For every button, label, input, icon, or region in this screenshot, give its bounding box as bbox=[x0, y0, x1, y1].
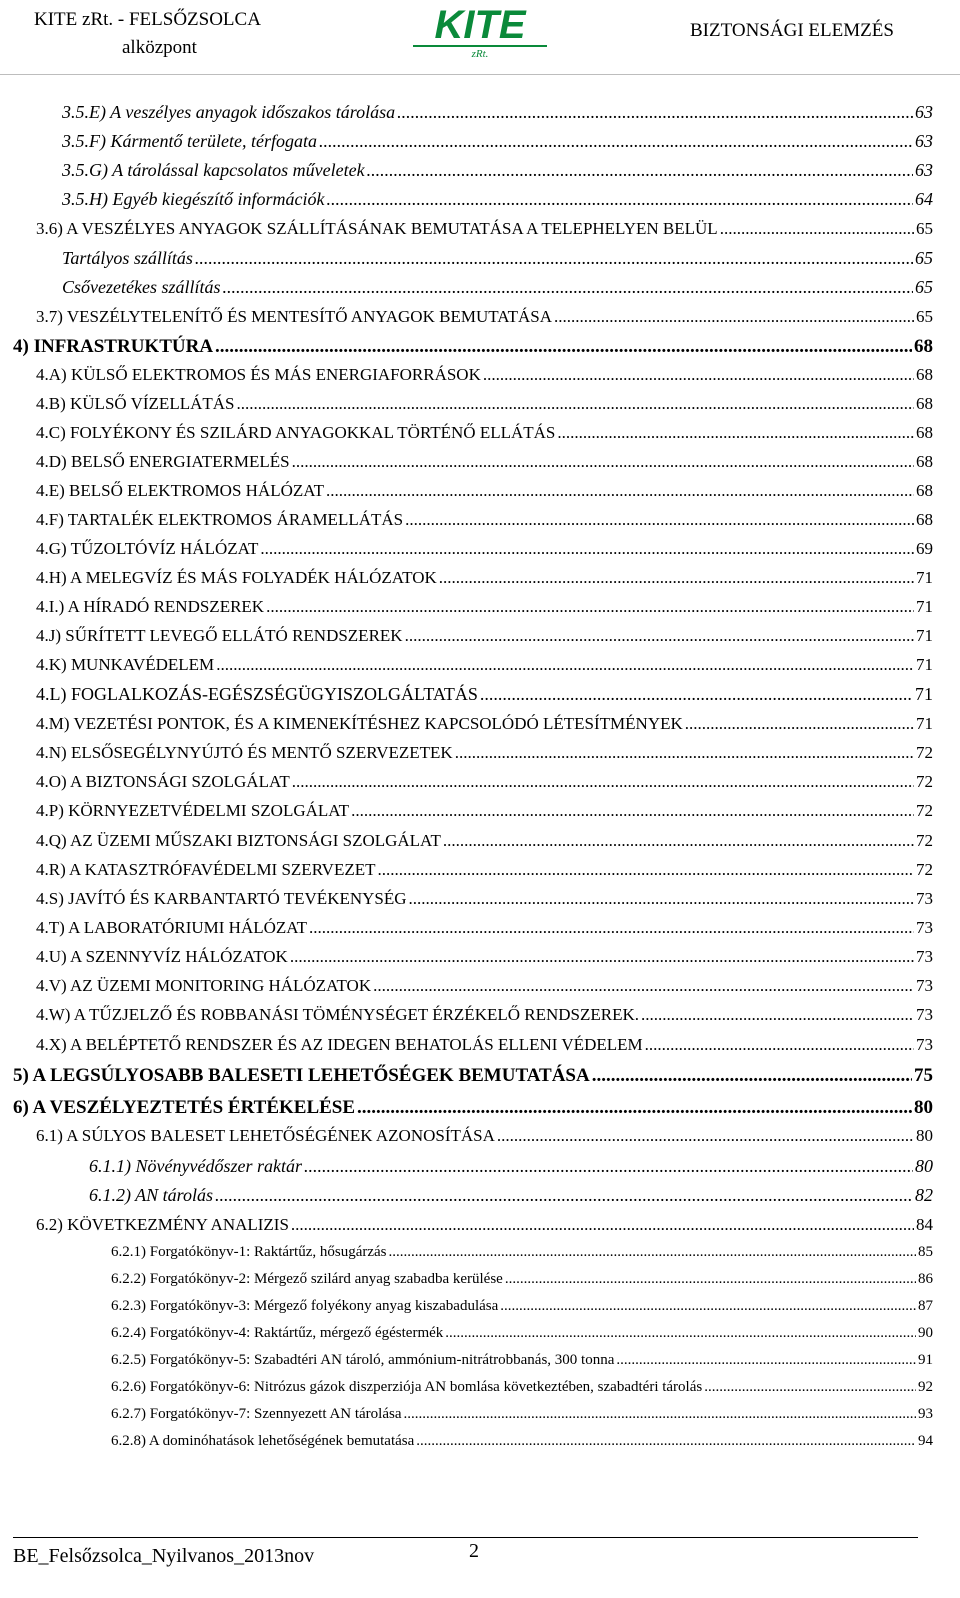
toc-entry-page: 85 bbox=[918, 1244, 933, 1260]
toc-entry-page: 68 bbox=[916, 510, 933, 529]
toc-entry[interactable] bbox=[89, 1156, 933, 1177]
toc-entry-title: 6.2.7) Forgatókönyv-7: Szennyezett AN tárolása bbox=[111, 1406, 402, 1422]
toc-entry-title: 4.J) SŰRÍTETT LEVEGŐ ELLÁTÓ RENDSZEREK bbox=[36, 626, 403, 645]
toc-entry-page: 71 bbox=[915, 684, 933, 704]
toc-entry-title: 4.W) A TŰZJELZŐ ÉS ROBBANÁSI TÖMÉNYSÉGET ÉRZÉKELŐ RENDSZEREK. bbox=[36, 1005, 640, 1024]
toc-entry-page: 68 bbox=[916, 452, 933, 471]
toc-entry[interactable] bbox=[13, 336, 933, 358]
toc-entry[interactable] bbox=[36, 394, 933, 414]
toc-entry[interactable] bbox=[36, 714, 933, 734]
toc-entry[interactable] bbox=[36, 918, 933, 938]
toc-entry[interactable] bbox=[36, 772, 933, 792]
toc-entry-page: 75 bbox=[914, 1065, 933, 1086]
toc-entry-page: 71 bbox=[916, 597, 933, 616]
toc-entry-page: 73 bbox=[916, 889, 933, 908]
toc-entry[interactable] bbox=[36, 655, 933, 675]
toc-entry-title: 6.2.1) Forgatókönyv-1: Raktártűz, hősugárzás bbox=[111, 1244, 387, 1260]
toc-entry-title: 4.B) KÜLSŐ VÍZELLÁTÁS bbox=[36, 394, 235, 413]
toc-leader-dots bbox=[266, 597, 914, 617]
toc-entry-title: 4.C) FOLYÉKONY ÉS SZILÁRD ANYAGOKKAL TÖRTÉNŐ ELLÁTÁS bbox=[36, 423, 556, 442]
toc-entry-title: 4.I.) A HÍRADÓ RENDSZEREK bbox=[36, 597, 265, 616]
toc-leader-dots bbox=[455, 743, 914, 763]
toc-leader-dots bbox=[195, 248, 913, 269]
toc-leader-dots bbox=[616, 1352, 916, 1369]
toc-entry-title: 4.E) BELSŐ ELEKTROMOS HÁLÓZAT bbox=[36, 481, 325, 500]
toc-leader-dots bbox=[645, 1035, 914, 1055]
toc-entry-title: 4.H) A MELEGVÍZ ÉS MÁS FOLYADÉK HÁLÓZATOK bbox=[36, 568, 437, 587]
toc-entry-title: 6.2.4) Forgatókönyv-4: Raktártűz, mérgező égéstermék bbox=[111, 1325, 444, 1341]
toc-entry-title: 4.K) MUNKAVÉDELEM bbox=[36, 655, 215, 674]
toc-entry-title: 4.R) A KATASZTRÓFAVÉDELMI SZERVEZET bbox=[36, 860, 376, 879]
toc-leader-dots bbox=[236, 394, 914, 414]
toc-entry-title: 4.A) KÜLSŐ ELEKTROMOS ÉS MÁS ENERGIAFORRÁSOK bbox=[36, 365, 481, 384]
toc-entry-title: 4.N) ELSŐSEGÉLYNYÚJTÓ ÉS MENTŐ SZERVEZETEK bbox=[36, 743, 453, 762]
toc-entry-title: 4.S) JAVÍTÓ ÉS KARBANTARTÓ TEVÉKENYSÉG bbox=[36, 889, 407, 908]
toc-entry[interactable] bbox=[111, 1244, 933, 1261]
toc-leader-dots bbox=[378, 860, 915, 880]
toc-leader-dots bbox=[367, 160, 913, 181]
toc-leader-dots bbox=[409, 889, 914, 909]
toc-entry-page: 73 bbox=[916, 947, 933, 966]
toc-entry-page: 72 bbox=[916, 831, 933, 850]
toc-leader-dots bbox=[215, 336, 912, 358]
company-line-1: KITE zRt. - FELSŐZSOLCA bbox=[34, 9, 261, 30]
toc-entry[interactable] bbox=[36, 423, 933, 443]
toc-entry-title: 4.D) BELSŐ ENERGIATERMELÉS bbox=[36, 452, 290, 471]
toc-leader-dots bbox=[290, 947, 914, 967]
toc-entry-title: 4.G) TŰZOLTÓVÍZ HÁLÓZAT bbox=[36, 539, 259, 558]
toc-leader-dots bbox=[389, 1244, 916, 1261]
toc-leader-dots bbox=[309, 918, 914, 938]
toc-leader-dots bbox=[292, 772, 914, 792]
toc-entry[interactable] bbox=[36, 568, 933, 588]
toc-entry[interactable] bbox=[36, 626, 933, 646]
toc-leader-dots bbox=[554, 307, 914, 327]
toc-entry-title: 4.Q) AZ ÜZEMI MŰSZAKI BIZTONSÁGI SZOLGÁLAT bbox=[36, 831, 441, 850]
toc-entry[interactable] bbox=[13, 1097, 933, 1119]
toc-entry-title: 3.5.F) Kármentő területe, térfogata bbox=[62, 131, 317, 151]
toc-entry[interactable] bbox=[36, 684, 933, 705]
toc-entry[interactable] bbox=[36, 510, 933, 530]
toc-entry[interactable] bbox=[36, 801, 933, 821]
toc-entry[interactable] bbox=[13, 1065, 933, 1087]
toc-leader-dots bbox=[304, 1156, 913, 1177]
toc-entry-title: 3.5.H) Egyéb kiegészítő információk bbox=[62, 189, 325, 209]
toc-entry-title: 6.2.5) Forgatókönyv-5: Szabadtéri AN tároló, ammónium-nitrátrobbanás, 300 tonna bbox=[111, 1352, 615, 1368]
toc-entry-title: 4.X) A BELÉPTETŐ RENDSZER ÉS AZ IDEGEN BEHATOLÁS ELLENI VÉDELEM bbox=[36, 1035, 643, 1054]
toc-leader-dots bbox=[497, 1126, 914, 1146]
toc-entry-page: 73 bbox=[916, 976, 933, 995]
toc-entry[interactable] bbox=[111, 1379, 933, 1396]
toc-leader-dots bbox=[351, 801, 914, 821]
toc-leader-dots bbox=[222, 277, 913, 298]
toc-leader-dots bbox=[291, 1215, 914, 1235]
logo-text: KITE bbox=[434, 4, 526, 47]
toc-entry-page: 72 bbox=[916, 801, 933, 820]
toc-leader-dots bbox=[319, 131, 913, 152]
toc-leader-dots bbox=[592, 1065, 912, 1087]
toc-entry-title: 4.F) TARTALÉK ELEKTROMOS ÁRAMELLÁTÁS bbox=[36, 510, 404, 529]
toc-leader-dots bbox=[445, 1325, 916, 1342]
toc-entry-page: 71 bbox=[916, 655, 933, 674]
toc-entry[interactable] bbox=[111, 1271, 933, 1288]
toc-entry-title: 4.T) A LABORATÓRIUMI HÁLÓZAT bbox=[36, 918, 308, 937]
toc-entry[interactable] bbox=[36, 1035, 933, 1055]
toc-leader-dots bbox=[373, 976, 914, 996]
toc-entry-title: 6.1.2) AN tárolás bbox=[89, 1185, 214, 1205]
toc-entry-page: 64 bbox=[915, 189, 933, 209]
footer-filename: BE_Felsőzsolca_Nyilvanos_2013nov bbox=[13, 1545, 315, 1567]
toc-leader-dots bbox=[357, 1097, 912, 1119]
toc-leader-dots bbox=[260, 539, 914, 559]
toc-entry[interactable] bbox=[36, 597, 933, 617]
toc-leader-dots bbox=[557, 423, 914, 443]
toc-entry[interactable] bbox=[111, 1352, 933, 1369]
toc-entry-title: 3.5.E) A veszélyes anyagok időszakos tárolása bbox=[62, 102, 396, 122]
toc-entry[interactable] bbox=[36, 1126, 933, 1146]
toc-entry-page: 72 bbox=[916, 772, 933, 791]
toc-leader-dots bbox=[292, 452, 914, 472]
toc-leader-dots bbox=[500, 1298, 916, 1315]
toc-entry-title: 4.U) A SZENNYVÍZ HÁLÓZATOK bbox=[36, 947, 288, 966]
toc-entry-page: 73 bbox=[916, 918, 933, 937]
toc-entry-page: 68 bbox=[916, 423, 933, 442]
toc-entry-page: 63 bbox=[915, 160, 933, 180]
toc-entry-title: 4) INFRASTRUKTÚRA bbox=[13, 336, 214, 357]
toc-entry-title: 4.L) FOGLALKOZÁS-EGÉSZSÉGÜGYISZOLGÁLTATÁS bbox=[36, 684, 478, 704]
toc-leader-dots bbox=[505, 1271, 916, 1288]
toc-entry-page: 80 bbox=[914, 1097, 933, 1118]
toc-entry-page: 73 bbox=[916, 1035, 933, 1054]
toc-entry-page: 69 bbox=[916, 539, 933, 558]
toc-entry-title: 6.2.6) Forgatókönyv-6: Nitrózus gázok diszperziója AN bomlása következtében, szabadtéri tárolás bbox=[111, 1379, 703, 1395]
toc-entry-page: 65 bbox=[916, 307, 933, 326]
toc-entry-page: 71 bbox=[916, 714, 933, 733]
toc-entry-page: 65 bbox=[915, 248, 933, 268]
toc-entry-page: 71 bbox=[916, 626, 933, 645]
toc-leader-dots bbox=[416, 1433, 916, 1450]
toc-entry-title: 4.M) VEZETÉSI PONTOK, ÉS A KIMENEKÍTÉSHEZ KAPCSOLÓDÓ LÉTESÍTMÉNYEK bbox=[36, 714, 683, 733]
toc-entry-page: 68 bbox=[916, 394, 933, 413]
toc-entry[interactable] bbox=[36, 307, 933, 327]
toc-entry-title: 4.V) AZ ÜZEMI MONITORING HÁLÓZATOK bbox=[36, 976, 372, 995]
toc-entry[interactable] bbox=[36, 976, 933, 996]
toc-entry[interactable] bbox=[36, 365, 933, 385]
toc-entry[interactable] bbox=[36, 860, 933, 880]
toc-entry[interactable] bbox=[111, 1298, 933, 1315]
toc-entry-page: 68 bbox=[916, 481, 933, 500]
toc-entry[interactable] bbox=[36, 1005, 933, 1025]
toc-entry[interactable] bbox=[111, 1433, 933, 1450]
toc-entry[interactable] bbox=[62, 102, 933, 123]
toc-entry-title: 6.2.8) A dominóhatások lehetőségének bemutatása bbox=[111, 1433, 415, 1449]
toc-entry-title: 6) A VESZÉLYEZTETÉS ÉRTÉKELÉSE bbox=[13, 1097, 356, 1118]
toc-leader-dots bbox=[397, 102, 913, 123]
toc-entry[interactable] bbox=[36, 539, 933, 559]
toc-entry-page: 71 bbox=[916, 568, 933, 587]
toc-entry-page: 68 bbox=[914, 336, 933, 357]
toc-entry[interactable] bbox=[62, 189, 933, 210]
toc-entry-page: 80 bbox=[916, 1126, 933, 1145]
company-line-2: alközpont bbox=[122, 37, 197, 58]
toc-entry-title: 4.O) A BIZTONSÁGI SZOLGÁLAT bbox=[36, 772, 290, 791]
toc-leader-dots bbox=[216, 655, 914, 675]
toc-entry-page: 93 bbox=[918, 1406, 933, 1422]
toc-leader-dots bbox=[685, 714, 914, 734]
toc-entry[interactable] bbox=[36, 947, 933, 967]
toc-entry-page: 65 bbox=[916, 219, 933, 238]
toc-entry-page: 65 bbox=[915, 277, 933, 297]
toc-entry-title: 3.6) A VESZÉLYES ANYAGOK SZÁLLÍTÁSÁNAK BEMUTATÁSA A TELEPHELYEN BELÜL bbox=[36, 219, 718, 238]
toc-entry-title: 3.5.G) A tárolással kapcsolatos műveletek bbox=[62, 160, 365, 180]
toc-entry[interactable] bbox=[36, 1215, 933, 1235]
toc-leader-dots bbox=[326, 481, 914, 501]
document-type: BIZTONSÁGI ELEMZÉS bbox=[690, 20, 894, 41]
toc-entry-title: 5) A LEGSÚLYOSABB BALESETI LEHETŐSÉGEK BEMUTATÁSA bbox=[13, 1065, 590, 1086]
toc-entry-page: 68 bbox=[916, 365, 933, 384]
toc-leader-dots bbox=[405, 626, 914, 646]
toc-entry-title: 3.7) VESZÉLYTELENÍTŐ ÉS MENTESÍTŐ ANYAGOK BEMUTATÁSA bbox=[36, 307, 553, 326]
toc-entry-page: 90 bbox=[918, 1325, 933, 1341]
toc-entry-page: 94 bbox=[918, 1433, 933, 1449]
toc-leader-dots bbox=[720, 219, 914, 239]
toc-entry[interactable] bbox=[111, 1325, 933, 1342]
toc-entry-title: 6.1) A SÚLYOS BALESET LEHETŐSÉGÉNEK AZONOSÍTÁSA bbox=[36, 1126, 495, 1145]
toc-entry[interactable] bbox=[89, 1185, 933, 1206]
toc-entry[interactable] bbox=[62, 160, 933, 181]
toc-entry[interactable] bbox=[36, 219, 933, 239]
toc-entry[interactable] bbox=[62, 131, 933, 152]
toc-entry[interactable] bbox=[36, 743, 933, 763]
toc-entry-page: 63 bbox=[915, 102, 933, 122]
toc-entry-page: 91 bbox=[918, 1352, 933, 1368]
toc-leader-dots bbox=[480, 684, 913, 705]
toc-entry-page: 80 bbox=[915, 1156, 933, 1176]
toc-leader-dots bbox=[405, 510, 914, 530]
toc-entry-title: 6.2) KÖVETKEZMÉNY ANALIZIS bbox=[36, 1215, 289, 1234]
toc-entry-title: 6.2.3) Forgatókönyv-3: Mérgező folyékony anyag kiszabadulása bbox=[111, 1298, 499, 1314]
toc-entry-page: 82 bbox=[915, 1185, 933, 1205]
toc-leader-dots bbox=[439, 568, 914, 588]
toc-leader-dots bbox=[215, 1185, 913, 1206]
toc-entry-title: 6.2.2) Forgatókönyv-2: Mérgező szilárd anyag szabadba kerülése bbox=[111, 1271, 503, 1287]
toc-leader-dots bbox=[641, 1005, 914, 1025]
kite-logo bbox=[405, 4, 555, 64]
footer-page-number: 2 bbox=[469, 1540, 479, 1562]
toc-leader-dots bbox=[443, 831, 914, 851]
toc-entry-page: 72 bbox=[916, 860, 933, 879]
toc-entry[interactable] bbox=[36, 831, 933, 851]
toc-entry-page: 84 bbox=[916, 1215, 933, 1234]
toc-leader-dots bbox=[704, 1379, 916, 1396]
toc-entry[interactable] bbox=[36, 481, 933, 501]
toc-entry-page: 86 bbox=[918, 1271, 933, 1287]
toc-entry-page: 72 bbox=[916, 743, 933, 762]
toc-leader-dots bbox=[404, 1406, 917, 1423]
toc-leader-dots bbox=[483, 365, 914, 385]
logo-subtext: zRt. bbox=[471, 48, 489, 60]
toc-entry-page: 87 bbox=[918, 1298, 933, 1314]
toc-entry[interactable] bbox=[62, 277, 933, 298]
toc-entry-title: 6.1.1) Növényvédőszer raktár bbox=[89, 1156, 302, 1176]
toc-entry[interactable] bbox=[36, 452, 933, 472]
toc-entry[interactable] bbox=[111, 1406, 933, 1423]
toc-entry[interactable] bbox=[62, 248, 933, 269]
toc-entry[interactable] bbox=[36, 889, 933, 909]
company-name bbox=[34, 6, 261, 62]
footer-divider bbox=[13, 1537, 918, 1538]
toc-entry-page: 63 bbox=[915, 131, 933, 151]
page-header bbox=[0, 0, 960, 75]
toc-entry-page: 73 bbox=[916, 1005, 933, 1024]
toc-entry-title: Tartályos szállítás bbox=[62, 248, 193, 268]
toc-entry-title: 4.P) KÖRNYEZETVÉDELMI SZOLGÁLAT bbox=[36, 801, 350, 820]
toc-leader-dots bbox=[326, 189, 913, 210]
toc-entry-title: Csővezetékes szállítás bbox=[62, 277, 221, 297]
toc-entry-page: 92 bbox=[918, 1379, 933, 1395]
